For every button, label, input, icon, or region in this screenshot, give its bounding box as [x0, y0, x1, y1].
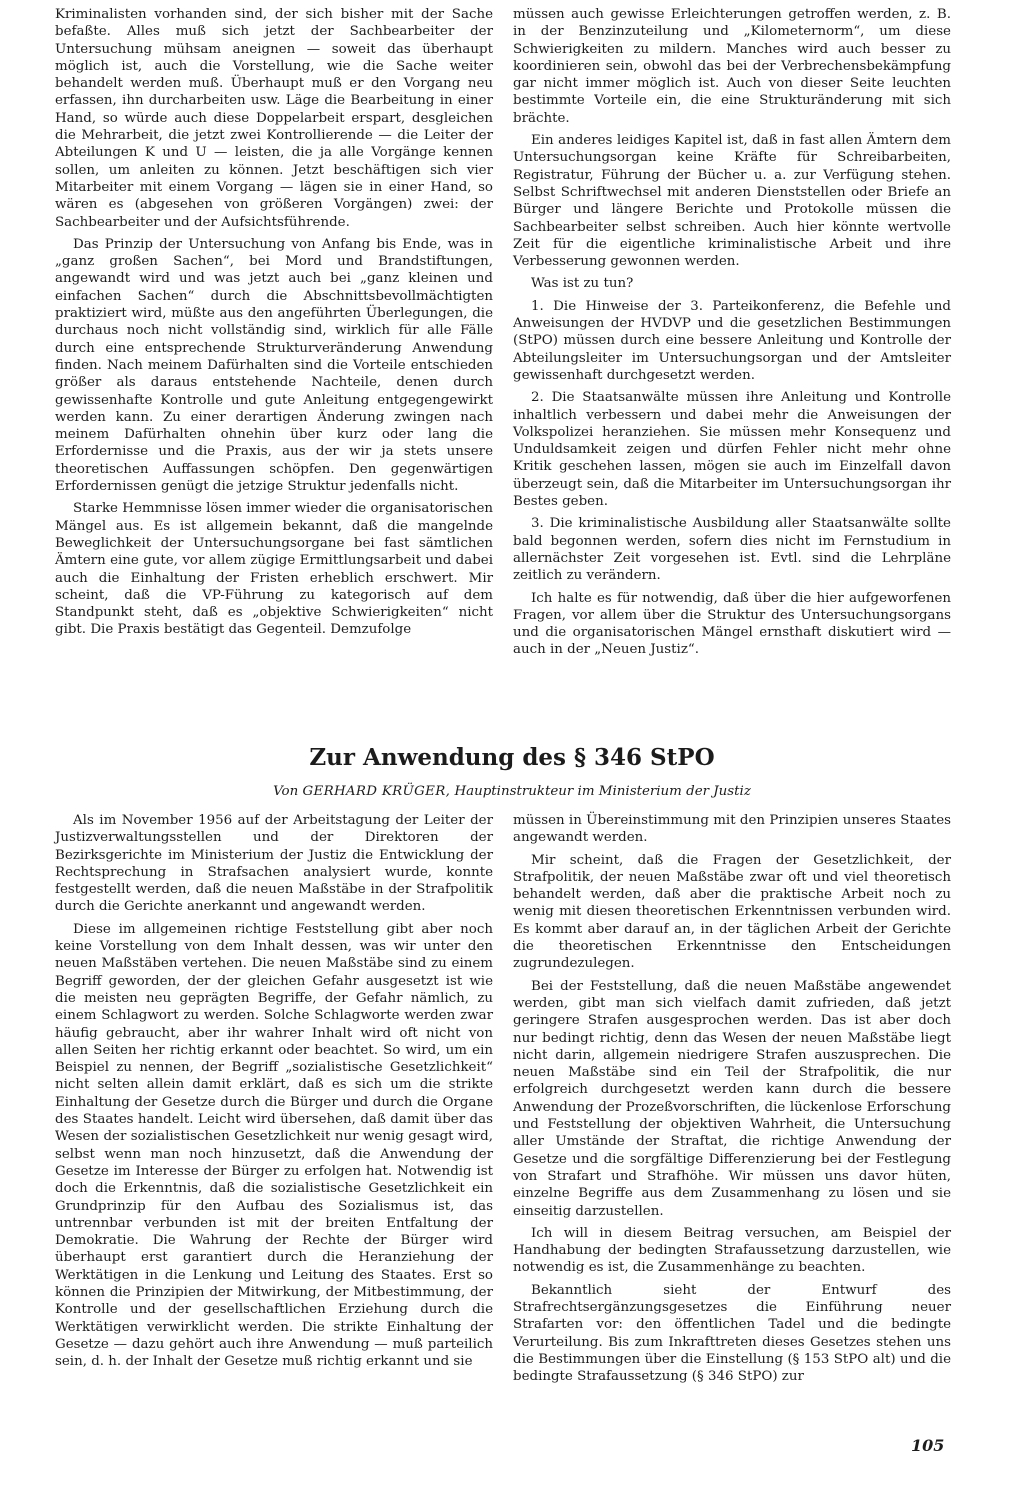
list-item: 2. Die Staatsanwälte müssen ihre Anleitung und Kontrolle inhaltlich verbessern und dabei mehr die Anweisungen der Volkspolizei heranziehen. Sie müssen mehr Konsequenz und Unduldsamkeit zeigen und dürfen Fehler nicht mehr ohne Kritik geschehen lassen, mögen sie auch im Einzelfall davon überzeugt sein, daß die Mitarbeiter im Untersuchungsorgan ihr Bestes geben.: [513, 390, 951, 510]
paragraph: Ein anderes leidiges Kapitel ist, daß in fast allen Ämtern dem Untersuchungsorgan keine Kräfte für Schreibarbeiten, Registratur, Führung der Bücher u. a. zur Verfügung stehen. Selbst Schriftwechsel mit anderen Dienststellen oder Briefe an Bürger und längere Berichte und Protokolle müssen die Sachbearbeiter selbst schreiben. Auch hier könnte wertvolle Zeit für die eigentliche kriminalistische Arbeit und ihre Verbesserung gewonnen werden.: [513, 133, 951, 270]
paragraph: müssen auch gewisse Erleichterungen getroffen werden, z. B. in der Benzinzuteilung und „Kilometernorm“, um diese Schwierigkeiten zu mildern. Manches wird auch besser zu koordinieren sein, obwohl das bei der Verbrechensbekämpfung gar nicht immer möglich ist. Auch von dieser Seite leuchten bestimmte Vorteile ein, die eine Strukturänderung mit sich brächte.: [513, 7, 951, 126]
paragraph: Kriminalisten vorhanden sind, der sich bisher mit der Sache befaßte. Alles muß sich jetzt der Sachbearbeiter der Untersuchung mühsam aneignen — soweit das überhaupt möglich ist, auch die Vorstellung, wie die Sache weiter behandelt werden muß. Überhaupt muß er den Vorgang neu erfassen, ihn durcharbeiten usw. Läge die Bearbeitung in einer Hand, so würde auch diese Doppelarbeit erspart, desgleichen die Mehrarbeit, die jetzt zwei Kontrollierende — die Leiter der Abteilungen K und U — leisten, die ja alle Vorgänge kennen sollen, um anleiten zu können. Jetzt beschäftigen sich vier Mitarbeiter mit einem Vorgang — lägen sie in einer Hand, so wären es (abgesehen von größeren Vorgängen) zwei: der Sachbearbeiter und der Aufsichtsführende.: [55, 7, 493, 230]
page-number: 105: [911, 1436, 945, 1455]
author-name: GERHARD KRÜGER,: [302, 784, 451, 799]
paragraph: Was ist zu tun?: [531, 276, 634, 292]
list-item: 1. Die Hinweise der 3. Parteikonferenz, die Befehle und Anweisungen der HVDVP und die gesetzlichen Bestimmungen (StPO) müssen durch eine bessere Anleitung und Kontrolle der Abteilungsleiter im Untersuchungsorgan und der Amtsleiter gewissenhaft durchgesetzt werden.: [513, 298, 951, 383]
paragraph: Bei der Feststellung, daß die neuen Maßstäbe angewendet werden, gibt man sich vielfach damit zufrieden, daß jetzt geringere Strafen ausgesprochen werden. Das ist aber doch nur bedingt richtig, denn das Wesen der neuen Maßstäbe liegt nicht darin, allgemein niedrigere Strafen auszusprechen. Die neuen Maßstäbe sind ein Teil der Strafpolitik, die nur erfolgreich durchgesetzt werden kann durch die bessere Anwendung der Prozeßvorschriften, die lückenlose Erforschung und Feststellung der objektiven Wahrheit, die Untersuchung aller Umstände der Straftat, die richtige Anwendung der Gesetze und die sorgfältige Differenzierung bei der Festlegung von Strafart und Strafhöhe. Wir müssen uns davor hüten, einzelne Begriffe aus dem Zusammenhang zu lösen und sie einseitig darzustellen.: [513, 978, 951, 1219]
paragraph: Diese im allgemeinen richtige Feststellung gibt aber noch keine Vorstellung von dem Inhalt dessen, was wir unter den neuen Maßstäben vertehen. Die neuen Maßstäbe sind zu einem Begriff geworden, der der gleichen Gefahr ausgesetzt ist wie die meisten neu geprägten Begriffe, der Gefahr nämlich, zu einem Schlagwort zu werden. Solche Schlagworte werden zwar häufig gebraucht, aber ihr wahrer Inhalt wird oft nicht von allen Seiten her richtig erkannt oder beachtet. So wird, um ein Beispiel zu nennen, der Begriff „sozialistische Gesetzlichkeit“ nicht selten allein damit erklärt, daß es sich um die strikte Einhaltung der Gesetze durch die Bürger und durch die Organe des Staates handelt. Leicht wird übersehen, daß damit über das Wesen der sozialistischen Gesetzlichkeit nur wenig gesagt wird, selbst wenn man noch hinzusetzt, daß die Anwendung der Gesetze im Interesse der Bürger zu erfolgen hat. Notwendig ist doch die Erkenntnis, daß die sozialistische Gesetzlichkeit ein Grundprinzip für den Aufbau des Sozialismus ist, das untrennbar verbunden ist mit der breiten Entfaltung der Demokratie. Die Wahrung der Rechte der Bürger wird überhaupt erst garantiert durch die Heranziehung der Werktätigen in die Lenkung und Leitung des Staates. Erst so können die Prinzipien der Mitwirkung, der Mitbestimmung, der Kontrolle und der gesellschaftlichen Erziehung durch die Werktätigen verwirklicht werden. Die strikte Einhaltung der Gesetze — dazu gehört auch ihre Anwendung — muß parteilich sein, d. h. der Inhalt der Gesetze muß richtig erkannt und sie: [55, 921, 493, 1370]
article-title: Zur Anwendung des § 346 StPO: [309, 744, 715, 771]
paragraph: müssen in Übereinstimmung mit den Prinzipien unseres Staates angewandt werden.: [513, 813, 951, 846]
paragraph: Als im November 1956 auf der Arbeitstagung der Leiter der Justizverwaltungsstellen und der Direktoren der Bezirksgerichte im Ministerium der Justiz die Entwicklung der Rechtsprechung in Strafsachen analysiert wurde, konnte festgestellt werden, daß die neuen Maßstäbe in der Strafpolitik durch die Gerichte anerkannt und angewandt werden.: [55, 813, 493, 915]
column-bottom-left: [55, 812, 493, 1376]
paragraph: Das Prinzip der Untersuchung von Anfang bis Ende, was in „ganz großen Sachen“, bei Mord und Brandstiftungen, angewandt wird und was jetzt auch bei „ganz kleinen und einfachen Sachen“ durch die Abschnittsbevollmächtigten praktiziert wird, müßte aus den angeführten Überlegungen, die durchaus noch nicht vollständig sind, wirklich für alle Fälle durch eine entsprechende Strukturveränderung Anwendung finden. Nach meinem Dafürhalten sind die Vorteile entschieden größer als daraus entstehende Nachteile, denen durch gewissenhafte Kontrolle und gute Anleitung entgegengewirkt werden kann. Zu einer derartigen Änderung zwingen nach meinem Dafürhalten ohnehin über kurz oder lang die Erfordernisse und die Praxis, aus der wir ja stets unsere theoretischen Auffassungen schöpfen. Den gegenwärtigen Erfordernissen genügt die jetzige Struktur jedenfalls nicht.: [55, 236, 493, 495]
paragraph: Ich halte es für notwendig, daß über die hier aufgeworfenen Fragen, vor allem über die Struktur des Untersuchungsorgans und die organisatorischen Mängel ernsthaft diskutiert wird — auch in der „Neuen Justiz“.: [513, 590, 951, 658]
column-top-left: [55, 6, 493, 644]
paragraph: Bekanntlich sieht der Entwurf des Strafrechtsergänzungsgesetzes die Einführung neuer Strafarten vor: den öffentlichen Tadel und die bedingte Verurteilung. Bis zum Inkrafttreten dieses Gesetzes stehen uns die Bestimmungen über die Einstellung (§ 153 StPO alt) und die bedingte Strafaussetzung (§ 346 StPO) zur: [513, 1282, 951, 1385]
article-byline: [0, 784, 1024, 799]
paragraph: Mir scheint, daß die Fragen der Gesetzlichkeit, der Strafpolitik, der neuen Maßstäbe zwar oft und viel theoretisch behandelt werden, daß aber die praktische Arbeit noch zu wenig mit diesen theoretischen Erkenntnissen verbunden wird. Es kommt aber darauf an, in der täglichen Arbeit der Gerichte die theoretischen Erkenntnisse den Entscheidungen zugrundezulegen.: [513, 852, 951, 972]
column-top-right: [513, 6, 951, 664]
byline-prefix: Von: [273, 784, 299, 799]
column-bottom-right: [513, 812, 951, 1391]
paragraph: Starke Hemmnisse lösen immer wieder die organisatorischen Mängel aus. Es ist allgemein bekannt, daß die mangelnde Beweglichkeit der Untersuchungsorgane bei fast sämtlichen Ämtern eine gute, vor allem zügige Ermittlungsarbeit und dabei auch die Einhaltung der Fristen erheblich erschwert. Mir scheint, daß die VP-Führung zu kategorisch auf dem Standpunkt steht, daß es „objektive Schwierigkeiten“ nicht gibt. Die Praxis bestätigt das Gegenteil. Demzufolge: [55, 501, 493, 638]
paragraph: Ich will in diesem Beitrag versuchen, am Beispiel der Handhabung der bedingten Strafaussetzung darzustellen, wie notwendig es ist, die Zusammenhänge zu beachten.: [513, 1225, 951, 1276]
list-item: 3. Die kriminalistische Ausbildung aller Staatsanwälte sollte bald begonnen werden, sofern dies nicht im Fernstudium in allernächster Zeit vorgesehen ist. Evtl. sind die Lehrpläne zeitlich zu verändern.: [513, 516, 951, 584]
author-role: Hauptinstrukteur im Ministerium der Justiz: [454, 784, 751, 799]
